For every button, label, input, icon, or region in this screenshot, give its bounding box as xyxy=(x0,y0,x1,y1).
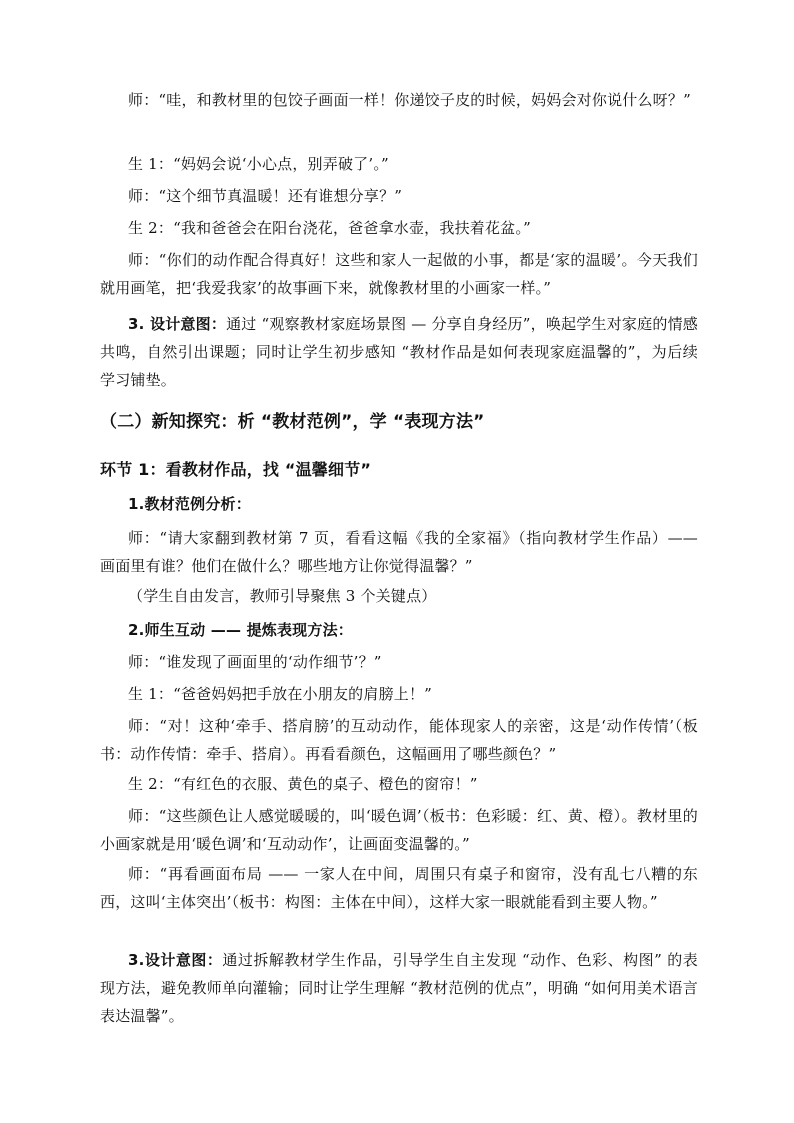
item-1-label: 1.教材范例分析： xyxy=(128,495,251,513)
dialogue-line-5: 师：“这些颜色让人感觉暖暖的，叫‘暖色调’（板书：色彩暖：红、黄、橙）。教材里的小画家就是用‘暖色调’和‘互动动作’，让画面变温馨的。” xyxy=(100,807,698,853)
dialogue-teacher-2: 师：“这个细节真温暖！还有谁想分享？” xyxy=(128,187,403,205)
teacher-question-1: 师：“请大家翻到教材第 7 页，看看这幅《我的全家福》（指向教材学生作品）—— 画面里有谁？他们在做什么？哪些地方让你觉得温馨？” xyxy=(100,529,698,575)
design-intent-1-label: 3. 设计意图： xyxy=(128,315,227,333)
classroom-note: （学生自由发言，教师引导聚焦 3 个关键点） xyxy=(128,587,437,605)
dialogue-line-6: 师：“再看画面布局 —— 一家人在中间，周围只有桌子和窗帘，没有乱七八糟的东西，这叫‘主体突出’（板书：构图：主体在中间），这样大家一眼就能看到主要人物。” xyxy=(100,865,698,911)
dialogue-student-1: 生 1：“妈妈会说‘小心点，别弄破了’。” xyxy=(128,155,389,173)
design-intent-2 xyxy=(100,946,698,1030)
dialogue-teacher-3: 师：“你们的动作配合得真好！这些和家人一起做的小事，都是‘家的温暖’。今天我们就用画笔，把‘我爱我家’的故事画下来，就像教材里的小画家一样。” xyxy=(100,251,698,297)
design-intent-2-text: 通过拆解教材学生作品，引导学生自主发现 “动作、色彩、构图” 的表现方法，避免教师单向灌输；同时让学生理解 “教材范例的优点”，明确 “如何用美术语言表达温馨”。 xyxy=(100,951,698,1025)
design-intent-2-label: 3.设计意图： xyxy=(128,951,223,969)
design-intent-1-text: 通过 “观察教材家庭场景图 — 分享自身经历”，唤起学生对家庭的情感共鸣，自然引出课题；同时让学生初步感知 “教材作品是如何表现家庭温馨的”，为后续学习铺垫。 xyxy=(100,315,698,389)
section-heading: （二）新知探究：析 “教材范例”，学 “表现方法” xyxy=(100,412,485,432)
dialogue-line-3: 师：“对！这种‘牵手、搭肩膀’的互动动作，能体现家人的亲密，这是‘动作传情’（板书：动作传情：牵手、搭肩）。再看看颜色，这幅画用了哪些颜色？” xyxy=(100,717,698,763)
dialogue-teacher-1: 师：“哇，和教材里的包饺子画面一样！你递饺子皮的时候，妈妈会对你说什么呀？” xyxy=(128,91,691,109)
dialogue-line-2: 生 1：“爸爸妈妈把手放在小朋友的肩膀上！” xyxy=(128,685,433,703)
dialogue-student-2: 生 2：“我和爸爸会在阳台浇花，爸爸拿水壶，我扶着花盆。” xyxy=(128,219,531,237)
step-heading: 环节 1：看教材作品，找 “温馨细节” xyxy=(100,460,372,479)
dialogue-line-1: 师：“谁发现了画面里的‘动作细节’？” xyxy=(128,653,382,671)
dialogue-line-4: 生 2：“有红色的衣服、黄色的桌子、橙色的窗帘！” xyxy=(128,775,478,793)
item-2-label: 2.师生互动 —— 提炼表现方法： xyxy=(128,621,353,639)
design-intent-1 xyxy=(100,310,698,394)
